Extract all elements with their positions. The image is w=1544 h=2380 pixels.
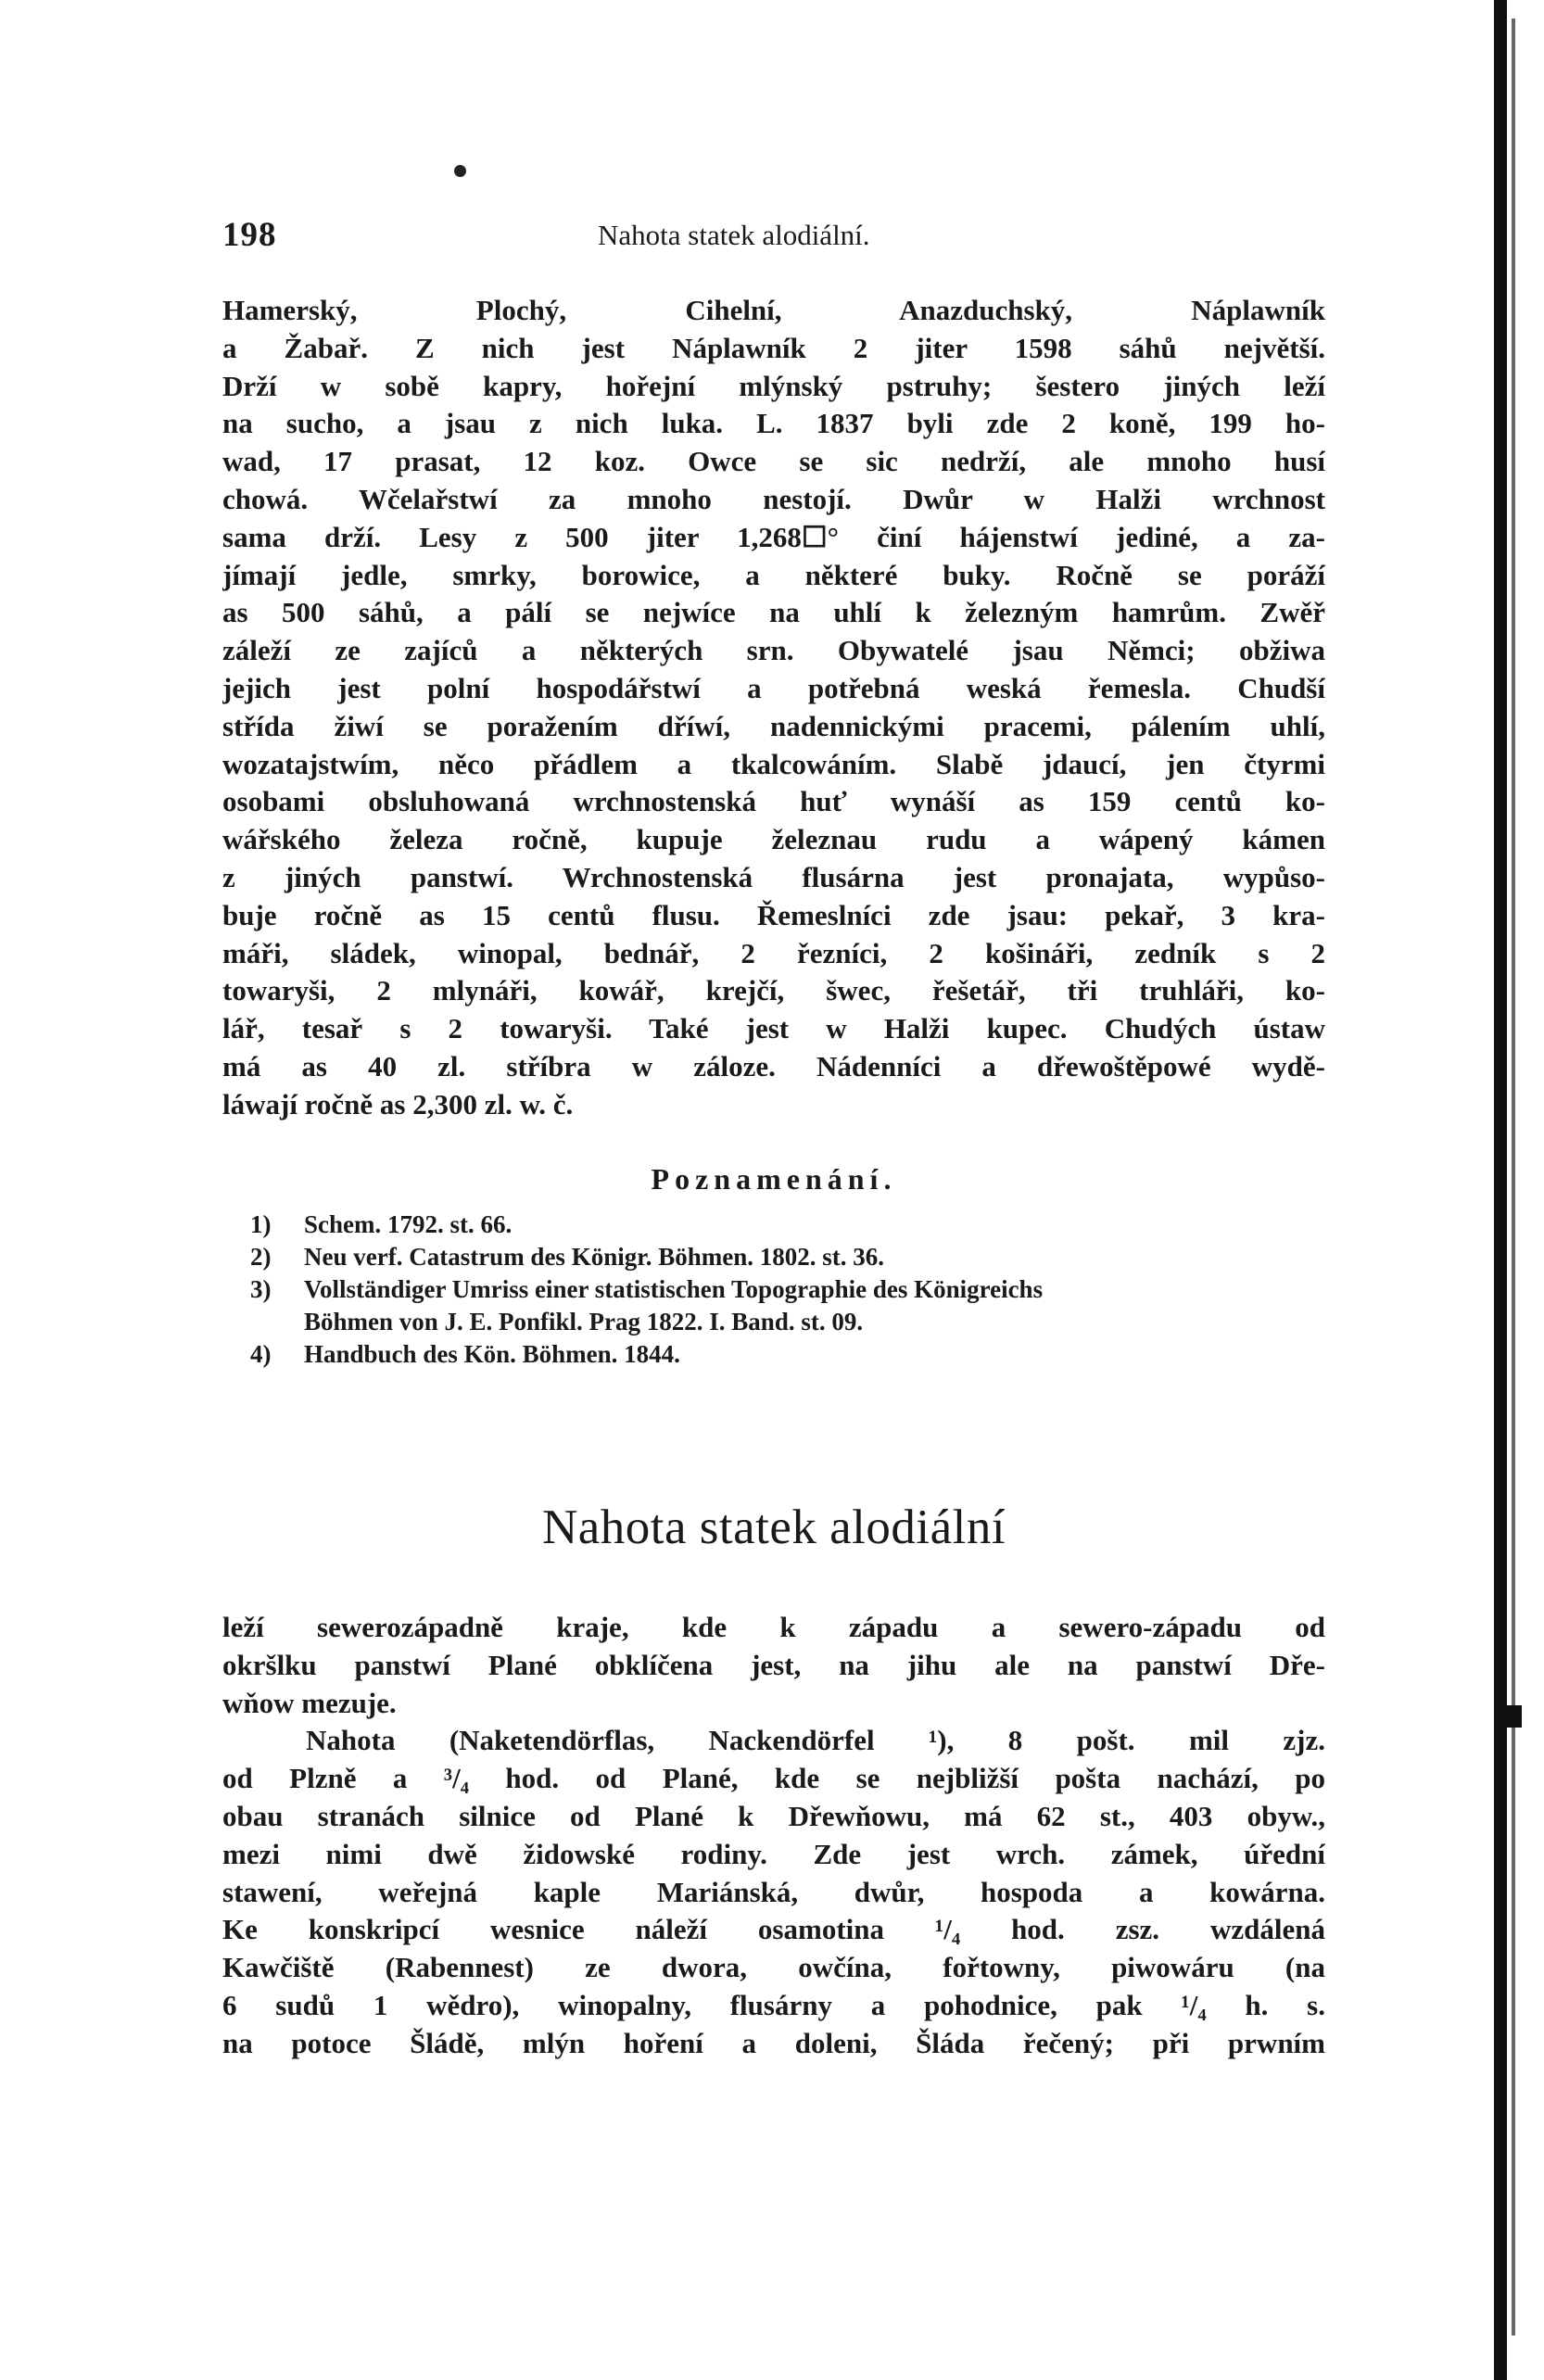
text-line: 6 sudů 1 wědro), winopalny, flusárny a pohodnice, pak ¹/₄ h. s. [222,1988,1325,2021]
text-line: Hamerský, Plochý, Cihelní, Anazduchský, Náplawník [222,294,1325,326]
text-line: jejich jest polní hospodářstwí a potřebná weská řemesla. Chudší [222,671,1325,704]
footnote-text: Vollständiger Umriss einer statistischen Topographie des Königreichs [304,1275,1044,1303]
text-line: na potoce Šládě, mlýn hoření a doleni, Šláda řečený; při prwním [222,2026,1325,2059]
footnote [250,1241,1325,1273]
running-title: Nahota statek alodiální. [598,219,870,251]
text-line: Ke konskripcí wesnice náleží osamotina ¹/₄ hod. zsz. wzdálená [222,1913,1325,1946]
text-line: mezi nimi dwě židowské rodiny. Zde jest wrch. zámek, úřední [222,1837,1325,1870]
text-line: od Plzně a ³/₄ hod. od Plané, kde se nejbližší pošta nachází, po [222,1762,1325,1795]
text-line: na sucho, a jsau z nich luka. L. 1837 byli zde 2 koně, 199 ho- [222,407,1325,440]
footnote [250,1209,1325,1241]
footnote-continuation [250,1306,1325,1338]
footnote-number: 2) [250,1243,272,1271]
text-line: a Žabař. Z nich jest Náplawník 2 jiter 1598 sáhů největší. [222,331,1325,364]
section-body [222,1609,1325,2063]
text-line: záleží ze zajíců a některých srn. Obywatelé jsau Němci; obžiwa [222,634,1325,667]
text-line: lář, tesař s 2 towaryši. Také jest w Halži kupec. Chudých ústaw [222,1012,1325,1045]
text-line: wad, 17 prasat, 12 koz. Owce se sic nedrží, ale mnoho husí [222,445,1325,478]
text-line: wňow mezuje. [222,1686,397,1719]
text-line: as 500 sáhů, a pálí se nejwíce na uhlí k železným hamrům. Zwěř [222,596,1325,629]
page-edge-mark [1507,1705,1522,1728]
page-header [222,215,1325,261]
ink-spot [454,165,466,177]
notes-heading: Poznamenání. [651,1162,897,1196]
text-line: chowá. Wčelařstwí za mnoho nestojí. Dwůr w Halži wrchnost [222,482,1325,515]
text-line: jímají jedle, smrky, borowice, a některé buky. Ročně se poráží [222,558,1325,591]
text-line: obau stranách silnice od Plané k Dřewňowu, má 62 st., 403 obyw., [222,1799,1325,1832]
text-line: towaryši, 2 mlynáři, kowář, krejčí, šwec, řešetář, tři truhláři, ko- [222,974,1325,1007]
footnote [250,1273,1325,1306]
text-line: leží sewerozápadně kraje, kde k západu a sewero-západu od [222,1611,1325,1643]
text-line: stawení, weřejná kaple Mariánská, dwůr, hospoda a kowárna. [222,1875,1325,1908]
text-line: sama drží. Lesy z 500 jiter 1,268☐° činí hájenstwí jediné, a za- [222,520,1325,553]
footnote-text: Neu verf. Catastrum des Königr. Böhmen. 1802. st. 36. [304,1243,884,1271]
footnote-number: 3) [250,1275,272,1303]
text-line: wářského železa ročně, kupuje železnau rudu a wápený kámen [222,823,1325,856]
paragraph-continuation [222,292,1325,1124]
footnotes [250,1209,1325,1371]
text-line: z jiných panstwí. Wrchnostenská flusárna jest pronajata, wypůso- [222,860,1325,893]
text-line: buje ročně as 15 centů flusu. Řemeslníci zde jsau: pekař, 3 kra- [222,898,1325,931]
section-title: Nahota statek alodiální [541,1500,1006,1554]
text-line: Nahota (Naketendörflas, Nackendörfel ¹), 8 pošt. mil zjz. [306,1724,1325,1757]
text-line: osobami obsluhowaná wrchnostenská huť wynáší as 159 centů ko- [222,785,1325,818]
text-line: wozatajstwím, něco přádlem a tkalcowáním. Slabě jdaucí, jen čtyrmi [222,747,1325,780]
text-line: máři, sládek, winopal, bednář, 2 řezníci, 2 košináři, zedník s 2 [222,936,1325,969]
footnote-text: Böhmen von J. E. Ponfikl. Prag 1822. I. Band. st. 09. [304,1308,864,1336]
footnote-text: Handbuch des Kön. Böhmen. 1844. [304,1340,680,1368]
text-line: má as 40 zl. stříbra w záloze. Nádenníci a dřewoštěpowé wydě- [222,1049,1325,1082]
page-edge-line [1512,19,1515,2336]
page-number: 198 [222,216,277,254]
text-line: Drží w sobě kapry, hořejní mlýnský pstruhy; šestero jiných leží [222,369,1325,402]
footnote-number: 4) [250,1340,272,1368]
text-line: okršlku panstwí Plané obklíčena jest, na jihu ale na panstwí Dře- [222,1648,1325,1681]
text-line: láwají ročně as 2,300 zl. w. č. [222,1087,574,1120]
text-line: Kawčiště (Rabennest) ze dwora, owčína, fořtowny, piwowáru (na [222,1951,1325,1984]
footnote-number: 1) [250,1210,272,1238]
text-line: střída žiwí se poražením dříwí, nadennickými pracemi, pálením uhlí, [222,709,1325,742]
footnote [250,1338,1325,1371]
footnote-text: Schem. 1792. st. 66. [304,1210,513,1238]
page-edge-shadow [1494,0,1507,2380]
